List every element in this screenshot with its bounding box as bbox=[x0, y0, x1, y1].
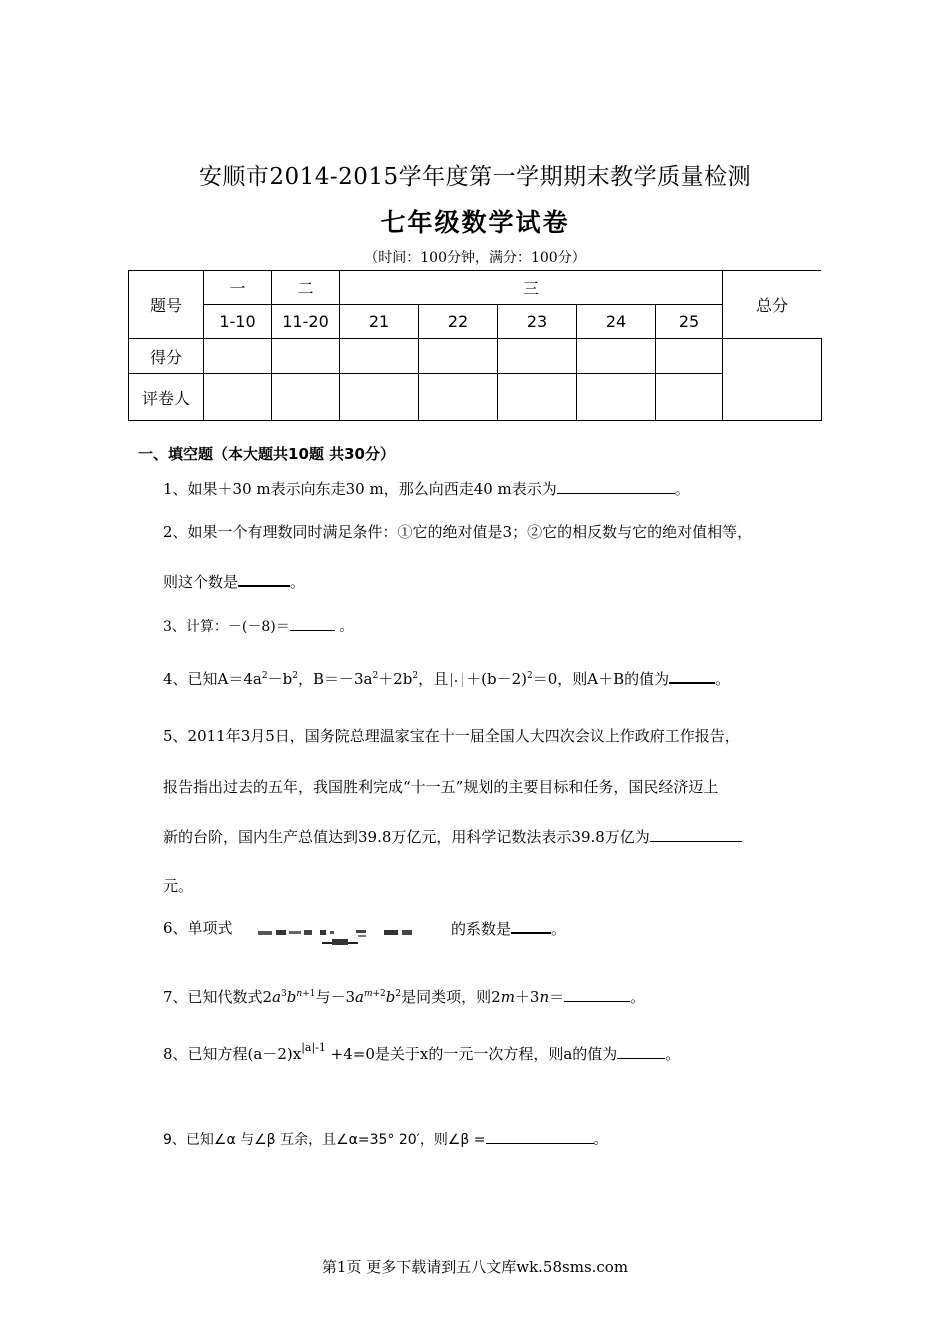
total-label: 总分 bbox=[723, 271, 822, 339]
grader-cell[interactable] bbox=[656, 374, 723, 421]
answer-blank[interactable] bbox=[290, 615, 335, 631]
section-1-header: 一 bbox=[204, 271, 272, 305]
absolute-value-image bbox=[448, 671, 466, 689]
score-cell[interactable] bbox=[577, 339, 656, 374]
answer-blank[interactable] bbox=[669, 667, 715, 684]
q21-header: 21 bbox=[340, 305, 419, 339]
grader-cell[interactable] bbox=[340, 374, 419, 421]
section-1-heading: 一、填空题（本大题共10题 共30分） bbox=[138, 445, 395, 463]
row-label-score: 得分 bbox=[129, 339, 204, 374]
question-5-cont: 新的台阶，国内生产总值达到39.8万亿元，用科学记数法表示39.8万亿为 bbox=[163, 826, 742, 847]
question-4: 4、已知$A=4a^2-b^2$，$B=-3a^2+2b^2$，且 $+(b-2)^2=0$，则A＋B的值为 。 bbox=[163, 667, 730, 689]
q23-header: 23 bbox=[498, 305, 577, 339]
answer-blank[interactable] bbox=[486, 1128, 594, 1144]
q25-header: 25 bbox=[656, 305, 723, 339]
grader-cell[interactable] bbox=[577, 374, 656, 421]
grader-cell[interactable] bbox=[419, 374, 498, 421]
question-5-cont: 元。 bbox=[163, 877, 194, 895]
monomial-image bbox=[256, 922, 436, 950]
row-label-grader: 评卷人 bbox=[129, 374, 204, 421]
question-7: 7、已知代数式$2a^3b^{n+1}$与$-3a^{m+2}b^2$是同类项，则2m＋3n＝ 。 bbox=[163, 988, 646, 1006]
exam-subtitle: 七年级数学试卷 bbox=[380, 208, 570, 237]
score-cell[interactable] bbox=[204, 339, 272, 374]
score-cell[interactable] bbox=[419, 339, 498, 374]
question-2: 2、如果一个有理数同时满足条件：①它的绝对值是3；②它的相反数与它的绝对值相等， bbox=[163, 523, 753, 541]
q22-header: 22 bbox=[419, 305, 498, 339]
answer-blank[interactable] bbox=[564, 986, 630, 1002]
answer-blank[interactable] bbox=[617, 1043, 665, 1059]
answer-blank[interactable] bbox=[557, 478, 675, 494]
time-info: （时间：100分钟，满分：100分） bbox=[364, 250, 586, 266]
question-9: 9、已知∠α 与∠β 互余，且∠α=35° 20′，则∠β = 。 bbox=[163, 1128, 608, 1149]
question-5: 5、2011年3月5日，国务院总理温家宝在十一届全国人大四次会议上作政府工作报告， bbox=[163, 727, 740, 745]
question-8: 8、已知方程$(a-2)x^{|a|-1} +4=0$是关于x的一元一次方程，则a的值为 。 bbox=[163, 1041, 681, 1063]
score-cell[interactable] bbox=[656, 339, 723, 374]
score-cell[interactable] bbox=[498, 339, 577, 374]
section-2-header: 二 bbox=[272, 271, 340, 305]
answer-blank[interactable] bbox=[511, 917, 551, 934]
section-3-header: 三 bbox=[340, 271, 723, 305]
question-2-cont: 则这个数是 。 bbox=[163, 570, 305, 592]
total-score-cell[interactable] bbox=[723, 339, 822, 421]
row-label-question-number: 题号 bbox=[129, 271, 204, 339]
score-cell[interactable] bbox=[340, 339, 419, 374]
page-footer: 第1页 更多下载请到五八文库wk.58sms.com bbox=[321, 1258, 629, 1276]
answer-blank[interactable] bbox=[238, 570, 290, 587]
exam-title: 安顺市2014-2015学年度第一学期期末教学质量检测 bbox=[198, 164, 752, 190]
score-cell[interactable] bbox=[272, 339, 340, 374]
question-1: 1、如果＋30 m表示向东走30 m，那么向西走40 m表示为 。 bbox=[163, 480, 690, 498]
grader-cell[interactable] bbox=[204, 374, 272, 421]
range-1-10: 1-10 bbox=[204, 305, 272, 339]
question-5-cont: 报告指出过去的五年，我国胜利完成“十一五”规划的主要目标和任务，国民经济迈上 bbox=[163, 778, 719, 796]
question-6: 6、单项式 bbox=[163, 919, 233, 937]
score-table bbox=[128, 270, 822, 421]
question-3: 3、计算：－(－8)＝ 。 bbox=[163, 615, 353, 636]
q24-header: 24 bbox=[577, 305, 656, 339]
answer-blank[interactable] bbox=[650, 826, 742, 842]
question-6-cont: 的系数是 。 bbox=[451, 917, 566, 939]
grader-cell[interactable] bbox=[272, 374, 340, 421]
range-11-20: 11-20 bbox=[272, 305, 340, 339]
grader-cell[interactable] bbox=[498, 374, 577, 421]
